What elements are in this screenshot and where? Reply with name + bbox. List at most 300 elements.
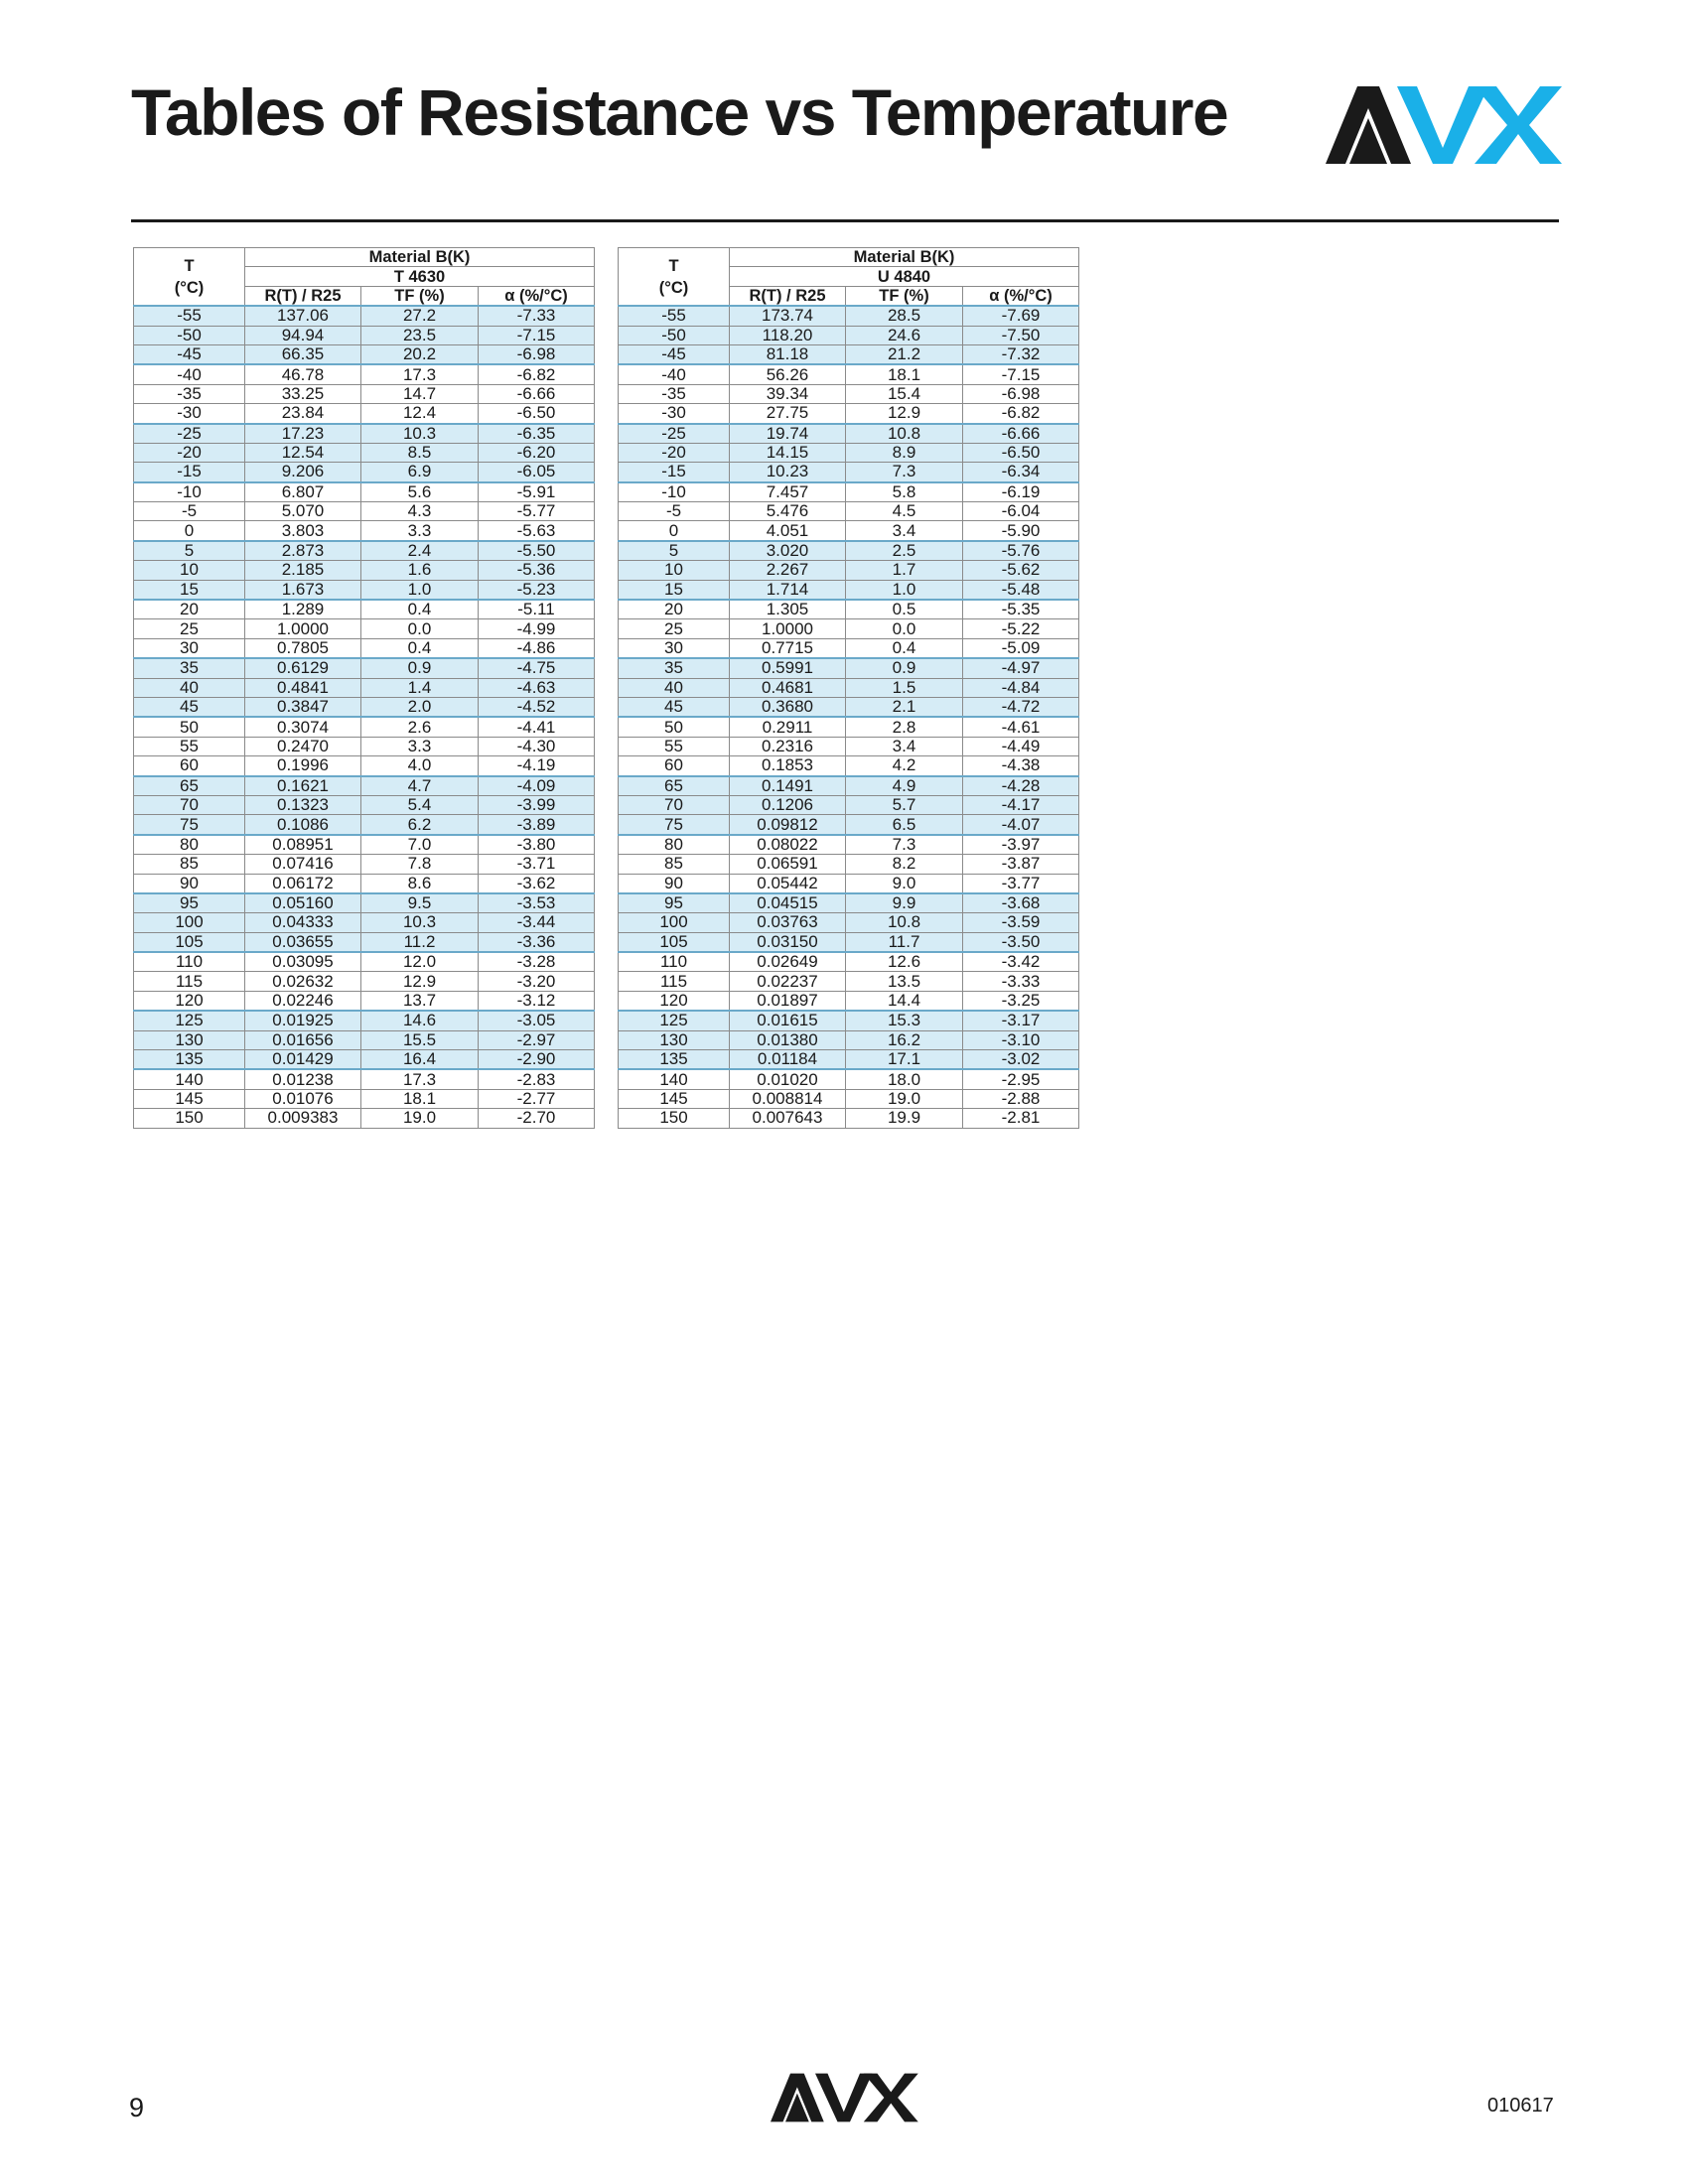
cell-alpha: -4.28 xyxy=(963,776,1079,796)
table-row xyxy=(619,1030,1079,1049)
cell-alpha: -7.32 xyxy=(963,344,1079,364)
cell-rt-r25: 56.26 xyxy=(730,364,846,384)
cell-temperature: -10 xyxy=(134,482,245,502)
table-row xyxy=(134,561,595,580)
cell-temperature: -45 xyxy=(619,344,730,364)
cell-rt-r25: 2.873 xyxy=(245,541,361,561)
cell-alpha: -4.84 xyxy=(963,678,1079,697)
cell-rt-r25: 0.3847 xyxy=(245,697,361,717)
cell-temperature: -15 xyxy=(619,463,730,482)
cell-tf: 27.2 xyxy=(361,306,479,326)
cell-alpha: -6.19 xyxy=(963,482,1079,502)
cell-alpha: -6.50 xyxy=(479,404,595,424)
cell-temperature: -50 xyxy=(619,326,730,344)
cell-temperature: 145 xyxy=(619,1089,730,1108)
cell-temperature: 120 xyxy=(134,991,245,1011)
cell-alpha: -3.25 xyxy=(963,991,1079,1011)
table-row xyxy=(134,344,595,364)
cell-temperature: 145 xyxy=(134,1089,245,1108)
cell-tf: 2.5 xyxy=(846,541,963,561)
cell-temperature: 5 xyxy=(619,541,730,561)
cell-rt-r25: 12.54 xyxy=(245,443,361,462)
cell-tf: 28.5 xyxy=(846,306,963,326)
cell-tf: 10.3 xyxy=(361,913,479,932)
table-row xyxy=(134,874,595,893)
cell-alpha: -3.62 xyxy=(479,874,595,893)
cell-tf: 17.1 xyxy=(846,1050,963,1070)
cell-temperature: 45 xyxy=(134,697,245,717)
cell-rt-r25: 7.457 xyxy=(730,482,846,502)
cell-rt-r25: 0.03095 xyxy=(245,952,361,972)
cell-tf: 2.4 xyxy=(361,541,479,561)
cell-tf: 17.3 xyxy=(361,364,479,384)
cell-tf: 0.4 xyxy=(361,600,479,619)
cell-temperature: 135 xyxy=(619,1050,730,1070)
resistance-table-t4630 xyxy=(133,247,595,1129)
table-row xyxy=(619,835,1079,855)
table-row xyxy=(134,776,595,796)
cell-temperature: 25 xyxy=(619,619,730,638)
cell-rt-r25: 0.08022 xyxy=(730,835,846,855)
cell-rt-r25: 3.020 xyxy=(730,541,846,561)
cell-temperature: -5 xyxy=(134,502,245,521)
cell-rt-r25: 4.051 xyxy=(730,521,846,541)
cell-tf: 0.0 xyxy=(361,619,479,638)
cell-temperature: 70 xyxy=(134,795,245,814)
cell-tf: 12.0 xyxy=(361,952,479,972)
table-row xyxy=(134,697,595,717)
cell-tf: 4.3 xyxy=(361,502,479,521)
table-row xyxy=(619,874,1079,893)
cell-temperature: -15 xyxy=(134,463,245,482)
cell-alpha: -5.09 xyxy=(963,638,1079,658)
cell-tf: 0.4 xyxy=(846,638,963,658)
table-row xyxy=(134,404,595,424)
temperature-label: T xyxy=(668,256,679,275)
cell-tf: 19.0 xyxy=(361,1109,479,1128)
cell-rt-r25: 0.02649 xyxy=(730,952,846,972)
cell-rt-r25: 0.01184 xyxy=(730,1050,846,1070)
cell-alpha: -7.15 xyxy=(479,326,595,344)
col-header-rt-r25: R(T) / R25 xyxy=(245,286,361,306)
cell-rt-r25: 0.02632 xyxy=(245,972,361,991)
cell-alpha: -2.70 xyxy=(479,1109,595,1128)
cell-alpha: -2.95 xyxy=(963,1069,1079,1089)
cell-tf: 5.6 xyxy=(361,482,479,502)
table-row xyxy=(619,697,1079,717)
table-row xyxy=(619,972,1079,991)
cell-tf: 9.9 xyxy=(846,893,963,913)
table-row xyxy=(134,600,595,619)
cell-rt-r25: 1.714 xyxy=(730,580,846,600)
cell-rt-r25: 94.94 xyxy=(245,326,361,344)
cell-alpha: -3.05 xyxy=(479,1011,595,1030)
cell-tf: 2.8 xyxy=(846,717,963,737)
table-row xyxy=(134,521,595,541)
cell-rt-r25: 0.04333 xyxy=(245,913,361,932)
table-row xyxy=(619,326,1079,344)
cell-tf: 2.0 xyxy=(361,697,479,717)
table-row xyxy=(134,1109,595,1128)
document-code: 010617 xyxy=(1487,2095,1554,2116)
cell-rt-r25: 0.01020 xyxy=(730,1069,846,1089)
cell-rt-r25: 1.305 xyxy=(730,600,846,619)
cell-alpha: -2.81 xyxy=(963,1109,1079,1128)
cell-alpha: -4.38 xyxy=(963,756,1079,776)
cell-alpha: -2.97 xyxy=(479,1030,595,1049)
table-row xyxy=(134,463,595,482)
cell-rt-r25: 9.206 xyxy=(245,463,361,482)
cell-tf: 0.9 xyxy=(361,658,479,678)
cell-tf: 14.4 xyxy=(846,991,963,1011)
table-row xyxy=(619,815,1079,835)
cell-rt-r25: 0.3680 xyxy=(730,697,846,717)
table-row xyxy=(619,541,1079,561)
cell-temperature: 95 xyxy=(134,893,245,913)
table-row xyxy=(619,776,1079,796)
temperature-unit: (°C) xyxy=(658,278,689,297)
cell-tf: 8.6 xyxy=(361,874,479,893)
cell-temperature: 110 xyxy=(134,952,245,972)
cell-tf: 13.5 xyxy=(846,972,963,991)
cell-tf: 13.7 xyxy=(361,991,479,1011)
cell-tf: 16.2 xyxy=(846,1030,963,1049)
cell-tf: 7.0 xyxy=(361,835,479,855)
cell-temperature: 105 xyxy=(134,932,245,952)
cell-tf: 3.3 xyxy=(361,737,479,755)
table-row xyxy=(134,580,595,600)
cell-temperature: 45 xyxy=(619,697,730,717)
cell-temperature: -55 xyxy=(619,306,730,326)
cell-rt-r25: 0.06172 xyxy=(245,874,361,893)
col-header-tf: TF (%) xyxy=(361,286,479,306)
table-row xyxy=(134,502,595,521)
cell-temperature: 130 xyxy=(134,1030,245,1049)
cell-tf: 11.7 xyxy=(846,932,963,952)
cell-alpha: -6.35 xyxy=(479,424,595,444)
table-row xyxy=(619,717,1079,737)
cell-alpha: -6.98 xyxy=(963,384,1079,403)
cell-rt-r25: 81.18 xyxy=(730,344,846,364)
cell-rt-r25: 173.74 xyxy=(730,306,846,326)
col-header-rt-r25: R(T) / R25 xyxy=(730,286,846,306)
cell-alpha: -6.98 xyxy=(479,344,595,364)
table-row xyxy=(619,502,1079,521)
cell-tf: 6.2 xyxy=(361,815,479,835)
cell-rt-r25: 1.289 xyxy=(245,600,361,619)
table-row xyxy=(619,1069,1079,1089)
cell-temperature: -35 xyxy=(619,384,730,403)
cell-alpha: -3.10 xyxy=(963,1030,1079,1049)
cell-tf: 15.3 xyxy=(846,1011,963,1030)
cell-tf: 10.8 xyxy=(846,913,963,932)
cell-rt-r25: 0.1086 xyxy=(245,815,361,835)
cell-temperature: 30 xyxy=(619,638,730,658)
cell-tf: 1.5 xyxy=(846,678,963,697)
table-row xyxy=(619,463,1079,482)
cell-alpha: -2.83 xyxy=(479,1069,595,1089)
table-row xyxy=(134,619,595,638)
temperature-header xyxy=(134,248,245,307)
cell-tf: 9.0 xyxy=(846,874,963,893)
cell-rt-r25: 0.3074 xyxy=(245,717,361,737)
cell-alpha: -4.61 xyxy=(963,717,1079,737)
cell-alpha: -6.20 xyxy=(479,443,595,462)
cell-tf: 2.6 xyxy=(361,717,479,737)
table-row xyxy=(134,384,595,403)
cell-temperature: 130 xyxy=(619,1030,730,1049)
table-row xyxy=(134,1030,595,1049)
cell-temperature: 135 xyxy=(134,1050,245,1070)
cell-alpha: -4.75 xyxy=(479,658,595,678)
cell-alpha: -4.49 xyxy=(963,737,1079,755)
cell-tf: 4.9 xyxy=(846,776,963,796)
cell-temperature: 125 xyxy=(619,1011,730,1030)
table-body xyxy=(134,306,595,1128)
cell-alpha: -3.02 xyxy=(963,1050,1079,1070)
table-row xyxy=(134,678,595,697)
table-row xyxy=(134,541,595,561)
table-row xyxy=(134,952,595,972)
cell-temperature: 95 xyxy=(619,893,730,913)
cell-temperature: 15 xyxy=(619,580,730,600)
cell-temperature: 80 xyxy=(134,835,245,855)
cell-tf: 17.3 xyxy=(361,1069,479,1089)
cell-alpha: -6.82 xyxy=(963,404,1079,424)
cell-temperature: 35 xyxy=(134,658,245,678)
cell-rt-r25: 0.6129 xyxy=(245,658,361,678)
cell-temperature: -40 xyxy=(619,364,730,384)
cell-rt-r25: 0.01656 xyxy=(245,1030,361,1049)
cell-temperature: -25 xyxy=(619,424,730,444)
cell-alpha: -4.52 xyxy=(479,697,595,717)
table-row xyxy=(619,561,1079,580)
cell-temperature: 25 xyxy=(134,619,245,638)
table-row xyxy=(619,600,1079,619)
cell-temperature: 55 xyxy=(134,737,245,755)
cell-tf: 14.7 xyxy=(361,384,479,403)
cell-temperature: 50 xyxy=(619,717,730,737)
cell-temperature: 150 xyxy=(619,1109,730,1128)
cell-alpha: -7.50 xyxy=(963,326,1079,344)
cell-tf: 9.5 xyxy=(361,893,479,913)
table-row xyxy=(134,737,595,755)
cell-alpha: -6.50 xyxy=(963,443,1079,462)
cell-temperature: 140 xyxy=(619,1069,730,1089)
cell-tf: 12.4 xyxy=(361,404,479,424)
cell-alpha: -2.77 xyxy=(479,1089,595,1108)
cell-alpha: -5.63 xyxy=(479,521,595,541)
table-row xyxy=(134,482,595,502)
table-row xyxy=(134,972,595,991)
cell-alpha: -4.72 xyxy=(963,697,1079,717)
cell-alpha: -4.17 xyxy=(963,795,1079,814)
cell-rt-r25: 0.1853 xyxy=(730,756,846,776)
cell-rt-r25: 39.34 xyxy=(730,384,846,403)
cell-temperature: 75 xyxy=(619,815,730,835)
cell-tf: 0.0 xyxy=(846,619,963,638)
cell-alpha: -5.35 xyxy=(963,600,1079,619)
cell-alpha: -3.28 xyxy=(479,952,595,972)
cell-tf: 15.5 xyxy=(361,1030,479,1049)
cell-rt-r25: 1.0000 xyxy=(730,619,846,638)
col-header-alpha: α (%/°C) xyxy=(479,286,595,306)
cell-tf: 20.2 xyxy=(361,344,479,364)
material-code: U 4840 xyxy=(730,267,1079,286)
cell-alpha: -3.59 xyxy=(963,913,1079,932)
cell-rt-r25: 0.5991 xyxy=(730,658,846,678)
table-row xyxy=(134,795,595,814)
cell-alpha: -7.15 xyxy=(963,364,1079,384)
cell-temperature: 10 xyxy=(619,561,730,580)
cell-rt-r25: 1.673 xyxy=(245,580,361,600)
cell-tf: 0.4 xyxy=(361,638,479,658)
temperature-label: T xyxy=(184,256,195,275)
cell-alpha: -7.69 xyxy=(963,306,1079,326)
cell-tf: 21.2 xyxy=(846,344,963,364)
cell-temperature: 55 xyxy=(619,737,730,755)
table-row xyxy=(619,580,1079,600)
table-row xyxy=(134,932,595,952)
cell-alpha: -4.63 xyxy=(479,678,595,697)
cell-temperature: 20 xyxy=(619,600,730,619)
cell-rt-r25: 0.09812 xyxy=(730,815,846,835)
cell-tf: 24.6 xyxy=(846,326,963,344)
cell-rt-r25: 33.25 xyxy=(245,384,361,403)
table-row xyxy=(619,1089,1079,1108)
cell-alpha: -3.44 xyxy=(479,913,595,932)
cell-rt-r25: 6.807 xyxy=(245,482,361,502)
cell-tf: 1.4 xyxy=(361,678,479,697)
cell-alpha: -6.66 xyxy=(963,424,1079,444)
cell-rt-r25: 3.803 xyxy=(245,521,361,541)
cell-tf: 7.3 xyxy=(846,463,963,482)
cell-alpha: -3.87 xyxy=(963,855,1079,874)
cell-rt-r25: 0.02237 xyxy=(730,972,846,991)
table-row xyxy=(134,1089,595,1108)
table-row xyxy=(619,1109,1079,1128)
cell-rt-r25: 0.08951 xyxy=(245,835,361,855)
cell-alpha: -5.50 xyxy=(479,541,595,561)
cell-temperature: 85 xyxy=(134,855,245,874)
cell-temperature: -40 xyxy=(134,364,245,384)
cell-temperature: 105 xyxy=(619,932,730,952)
cell-tf: 6.9 xyxy=(361,463,479,482)
cell-alpha: -4.41 xyxy=(479,717,595,737)
cell-temperature: 125 xyxy=(134,1011,245,1030)
cell-tf: 10.3 xyxy=(361,424,479,444)
cell-temperature: 80 xyxy=(619,835,730,855)
cell-temperature: 35 xyxy=(619,658,730,678)
cell-rt-r25: 0.01380 xyxy=(730,1030,846,1049)
cell-tf: 23.5 xyxy=(361,326,479,344)
cell-rt-r25: 0.2470 xyxy=(245,737,361,755)
table-row xyxy=(619,384,1079,403)
cell-tf: 4.0 xyxy=(361,756,479,776)
cell-rt-r25: 14.15 xyxy=(730,443,846,462)
table-row xyxy=(619,893,1079,913)
table-row xyxy=(134,756,595,776)
cell-temperature: 60 xyxy=(134,756,245,776)
cell-alpha: -5.48 xyxy=(963,580,1079,600)
cell-rt-r25: 0.01925 xyxy=(245,1011,361,1030)
cell-rt-r25: 0.1621 xyxy=(245,776,361,796)
table-row xyxy=(134,855,595,874)
cell-temperature: -20 xyxy=(619,443,730,462)
cell-temperature: 75 xyxy=(134,815,245,835)
cell-tf: 15.4 xyxy=(846,384,963,403)
table-row xyxy=(619,913,1079,932)
cell-temperature: 100 xyxy=(619,913,730,932)
cell-alpha: -3.17 xyxy=(963,1011,1079,1030)
avx-footer-logo xyxy=(771,2071,919,2124)
col-header-alpha: α (%/°C) xyxy=(963,286,1079,306)
cell-tf: 4.7 xyxy=(361,776,479,796)
table-row xyxy=(134,1050,595,1070)
cell-tf: 19.0 xyxy=(846,1089,963,1108)
cell-tf: 12.6 xyxy=(846,952,963,972)
cell-rt-r25: 1.0000 xyxy=(245,619,361,638)
cell-tf: 5.8 xyxy=(846,482,963,502)
cell-rt-r25: 0.7715 xyxy=(730,638,846,658)
cell-temperature: 70 xyxy=(619,795,730,814)
cell-tf: 7.8 xyxy=(361,855,479,874)
table-row xyxy=(134,638,595,658)
cell-rt-r25: 5.070 xyxy=(245,502,361,521)
cell-rt-r25: 118.20 xyxy=(730,326,846,344)
table-row xyxy=(134,306,595,326)
cell-temperature: 5 xyxy=(134,541,245,561)
table-row xyxy=(134,991,595,1011)
cell-rt-r25: 2.185 xyxy=(245,561,361,580)
cell-rt-r25: 0.03150 xyxy=(730,932,846,952)
cell-temperature: -55 xyxy=(134,306,245,326)
cell-rt-r25: 0.7805 xyxy=(245,638,361,658)
table-row xyxy=(619,364,1079,384)
cell-rt-r25: 0.05160 xyxy=(245,893,361,913)
cell-rt-r25: 0.009383 xyxy=(245,1109,361,1128)
cell-rt-r25: 2.267 xyxy=(730,561,846,580)
cell-alpha: -3.42 xyxy=(963,952,1079,972)
cell-temperature: 60 xyxy=(619,756,730,776)
cell-tf: 10.8 xyxy=(846,424,963,444)
cell-alpha: -2.90 xyxy=(479,1050,595,1070)
cell-alpha: -4.99 xyxy=(479,619,595,638)
cell-temperature: -25 xyxy=(134,424,245,444)
cell-tf: 18.1 xyxy=(846,364,963,384)
cell-temperature: -30 xyxy=(619,404,730,424)
cell-rt-r25: 19.74 xyxy=(730,424,846,444)
cell-tf: 8.2 xyxy=(846,855,963,874)
cell-temperature: 15 xyxy=(134,580,245,600)
cell-alpha: -3.53 xyxy=(479,893,595,913)
cell-rt-r25: 0.01076 xyxy=(245,1089,361,1108)
table-row xyxy=(619,795,1079,814)
cell-tf: 1.0 xyxy=(361,580,479,600)
table-row xyxy=(619,1050,1079,1070)
cell-tf: 4.5 xyxy=(846,502,963,521)
table-row xyxy=(619,482,1079,502)
cell-rt-r25: 0.03655 xyxy=(245,932,361,952)
cell-rt-r25: 0.06591 xyxy=(730,855,846,874)
cell-rt-r25: 0.03763 xyxy=(730,913,846,932)
table-row xyxy=(619,756,1079,776)
table-row xyxy=(134,835,595,855)
cell-temperature: -10 xyxy=(619,482,730,502)
cell-tf: 14.6 xyxy=(361,1011,479,1030)
cell-tf: 11.2 xyxy=(361,932,479,952)
table-row xyxy=(619,932,1079,952)
